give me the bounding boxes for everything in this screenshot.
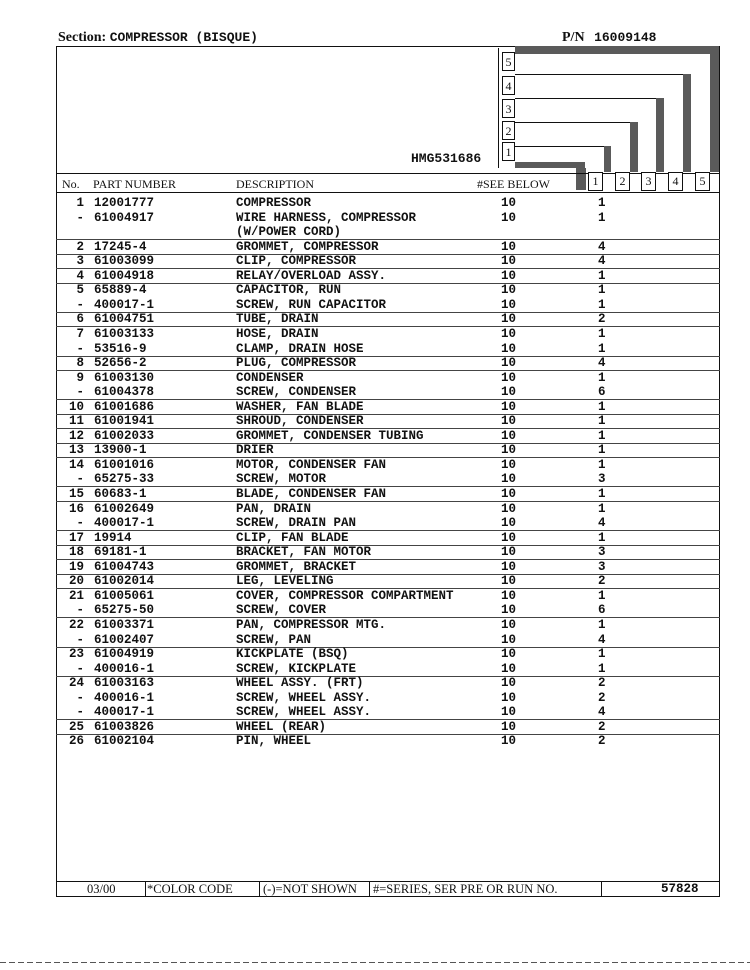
quantity: 1 [598,210,606,225]
col-series: #SEE BELOW [477,177,550,191]
quantity: 2 [598,719,606,734]
part-description: DRIER [236,443,274,458]
series-bar-2 [630,122,638,172]
table-row [56,429,720,444]
series-value: 10 [501,661,517,676]
part-number: 61002033 [94,428,155,443]
item-number: 21 [68,588,84,603]
part-number: 61002407 [94,632,155,647]
series-value: 10 [501,516,517,531]
quantity: 1 [598,326,606,341]
part-description: SHROUD, CONDENSER [236,414,364,429]
footer-series-note: #=SERIES, SER PRE OR RUN NO. [373,882,558,896]
series-step-2: 2 [502,121,515,140]
part-number: 69181-1 [94,545,147,560]
quantity: 1 [598,501,606,516]
series-value: 10 [501,399,517,414]
item-number: 18 [68,545,84,560]
quantity: 1 [598,588,606,603]
series-value: 10 [501,559,517,574]
series-value: 10 [501,283,517,298]
part-number: 61001686 [94,399,155,414]
pn-label: P/N [562,30,585,45]
item-number: 13 [68,443,84,458]
series-value: 10 [501,705,517,720]
item-number: 3 [76,254,84,269]
series-value: 10 [501,239,517,254]
item-number: 4 [76,268,84,283]
part-description: CONDENSER [236,370,304,385]
part-description: COVER, COMPRESSOR COMPARTMENT [236,588,454,603]
quantity: 1 [598,414,606,429]
item-number: 16 [68,501,84,516]
series-value: 10 [501,734,517,749]
part-number: 400016-1 [94,690,155,705]
footer-color-code: *COLOR CODE [147,882,233,896]
table-row [56,356,720,371]
item-number: 6 [76,312,84,327]
item-number: - [76,341,84,356]
series-value: 10 [501,530,517,545]
series-value: 10 [501,647,517,662]
col-no: No. [62,177,80,191]
quantity: 1 [598,530,606,545]
scan-artifact-line [0,962,750,963]
part-number: 61003133 [94,326,155,341]
part-description: GROMMET, COMPRESSOR [236,239,379,254]
item-number: 2 [76,239,84,254]
series-value: 10 [501,545,517,560]
table-row [56,705,720,720]
series-value: 10 [501,326,517,341]
footer-date: 03/00 [87,882,116,896]
table-row [56,633,720,648]
quantity: 1 [598,443,606,458]
part-description: HOSE, DRAIN [236,326,319,341]
part-description: GROMMET, BRACKET [236,559,357,574]
part-number: 19914 [94,530,132,545]
item-number: 25 [68,719,84,734]
series-value: 10 [501,370,517,385]
part-number: 61004918 [94,268,155,283]
series-step-3: 3 [502,99,515,118]
part-number: 400016-1 [94,661,155,676]
series-value: 10 [501,254,517,269]
table-row [56,327,720,341]
table-row [56,225,720,240]
table-row [56,531,720,546]
table-row [56,414,720,429]
part-description: SCREW, KICKPLATE [236,661,357,676]
series-value: 10 [501,472,517,487]
part-number: 61003099 [94,254,155,269]
part-number: 61001016 [94,457,155,472]
quantity: 2 [598,676,606,691]
item-number: - [76,603,84,618]
series-value: 10 [501,297,517,312]
table-row [56,516,720,531]
series-value: 10 [501,690,517,705]
series-step-1: 1 [502,142,515,161]
series-value: 10 [501,428,517,443]
quantity: 1 [598,196,606,210]
pn-value: 16009148 [594,30,657,45]
part-number: 13900-1 [94,443,147,458]
part-description: PIN, WHEEL [236,734,312,749]
table-row [56,283,720,297]
part-description: SCREW, RUN CAPACITOR [236,297,387,312]
part-number: 53516-9 [94,341,147,356]
item-number: 8 [76,356,84,371]
quantity: 1 [598,617,606,632]
quantity: 1 [598,297,606,312]
table-row [56,312,720,327]
part-description: RELAY/OVERLOAD ASSY. [236,268,387,283]
series-value: 10 [501,719,517,734]
item-number: 26 [68,734,84,749]
item-number: 22 [68,617,84,632]
part-description: PAN, DRAIN [236,501,312,516]
section-title [58,30,258,46]
quantity: 4 [598,516,606,531]
table-row [56,371,720,385]
part-number: 400017-1 [94,705,155,720]
series-bar-top [515,46,719,54]
part-number: 61003163 [94,676,155,691]
part-number: 17245-4 [94,239,147,254]
quantity: 1 [598,487,606,501]
section-value: COMPRESSOR (BISQUE) [109,30,258,45]
quantity: 4 [598,254,606,269]
part-description: KICKPLATE (BSQ) [236,647,349,662]
table-row [56,662,720,677]
col-part-number: PART NUMBER [93,177,176,191]
item-number: - [76,385,84,400]
series-bar-5 [710,46,719,172]
part-number: 61004919 [94,647,155,662]
series-step-5: 5 [502,52,515,71]
quantity: 1 [598,399,606,414]
table-row [56,385,720,400]
item-number: 23 [68,647,84,662]
footer-not-shown: (-)=NOT SHOWN [263,882,357,896]
table-row [56,400,720,415]
part-description: WHEEL ASSY. (FRT) [236,676,364,691]
part-description: SCREW, CONDENSER [236,385,357,400]
part-number: 60683-1 [94,487,147,501]
series-value: 10 [501,268,517,283]
part-description: PLUG, COMPRESSOR [236,356,357,371]
item-number: 17 [68,530,84,545]
part-description: MOTOR, CONDENSER FAN [236,457,387,472]
part-description: CLAMP, DRAIN HOSE [236,341,364,356]
item-number: - [76,472,84,487]
series-bar-4 [683,74,691,172]
table-row [56,269,720,284]
quantity: 1 [598,268,606,283]
quantity: 1 [598,283,606,298]
part-description: BRACKET, FAN MOTOR [236,545,372,560]
item-number: - [76,210,84,225]
footer-page-code: 57828 [661,882,699,896]
quantity: 4 [598,239,606,254]
part-description: PAN, COMPRESSOR MTG. [236,617,387,632]
series-bar-1 [604,146,611,172]
item-number: 24 [68,676,84,691]
quantity: 1 [598,341,606,356]
series-value: 10 [501,341,517,356]
table-row [56,458,720,472]
part-number: 52656-2 [94,356,147,371]
item-number: 14 [68,457,84,472]
quantity: 1 [598,370,606,385]
part-description: GROMMET, CONDENSER TUBING [236,428,424,443]
part-description: COMPRESSOR [236,196,312,210]
part-number: 61003130 [94,370,155,385]
series-step-4: 4 [502,76,515,95]
part-description: CLIP, FAN BLADE [236,530,349,545]
part-description: BLADE, CONDENSER FAN [236,487,387,501]
part-description: (W/POWER CORD) [236,225,342,240]
part-description: CAPACITOR, RUN [236,283,342,298]
item-number: - [76,297,84,312]
table-row [56,647,720,661]
illustration-box [56,46,720,174]
item-number: 9 [76,370,84,385]
part-description: WHEEL (REAR) [236,719,327,734]
item-number: - [76,516,84,531]
quantity: 4 [598,632,606,647]
part-description: SCREW, MOTOR [236,472,327,487]
part-number: 400017-1 [94,516,155,531]
item-number: - [76,632,84,647]
part-description: LEG, LEVELING [236,574,334,589]
table-row [56,342,720,357]
table-row [56,734,720,748]
item-number: - [76,690,84,705]
part-number: 61003371 [94,617,155,632]
part-number: 61001941 [94,414,155,429]
series-bar-base [515,162,585,168]
series-value: 10 [501,603,517,618]
part-number: 12001777 [94,196,155,210]
quantity: 2 [598,734,606,749]
series-value: 10 [501,574,517,589]
part-description: SCREW, WHEEL ASSY. [236,690,372,705]
table-row [56,560,720,575]
series-value: 10 [501,210,517,225]
series-value: 10 [501,196,517,210]
part-number: 65889-4 [94,283,147,298]
quantity: 1 [598,661,606,676]
quantity: 3 [598,472,606,487]
table-row [56,618,720,632]
table-row [56,472,720,487]
part-number: 61003826 [94,719,155,734]
item-number: 10 [68,399,84,414]
part-description: SCREW, WHEEL ASSY. [236,705,372,720]
part-description: SCREW, COVER [236,603,327,618]
series-value: 10 [501,457,517,472]
part-number: 400017-1 [94,297,155,312]
quantity: 3 [598,545,606,560]
part-description: WIRE HARNESS, COMPRESSOR [236,210,417,225]
col-description: DESCRIPTION [236,177,315,191]
series-value: 10 [501,312,517,327]
table-row [56,240,720,255]
table-row [56,443,720,458]
part-number: 61005061 [94,588,155,603]
series-value: 10 [501,443,517,458]
part-number: 61004743 [94,559,155,574]
section-label: Section: [58,30,107,45]
quantity: 4 [598,705,606,720]
table-row [56,298,720,313]
series-value: 10 [501,588,517,603]
item-number: - [76,705,84,720]
table-row [56,487,720,502]
col-number-4: 4 [668,172,683,191]
quantity: 4 [598,356,606,371]
table-row [56,589,720,603]
item-number: 19 [68,559,84,574]
series-value: 10 [501,501,517,516]
item-number: - [76,661,84,676]
part-number: 61004751 [94,312,155,327]
col-number-2: 2 [615,172,630,191]
part-number-header [562,30,656,46]
part-number: 61004917 [94,210,155,225]
col-number-1: 1 [588,172,603,191]
series-value: 10 [501,617,517,632]
part-description: CLIP, COMPRESSOR [236,254,357,269]
quantity: 1 [598,647,606,662]
item-number: 7 [76,326,84,341]
part-description: WASHER, FAN BLADE [236,399,364,414]
table-row [56,211,720,225]
part-number: 61002649 [94,501,155,516]
quantity: 2 [598,574,606,589]
item-number: 12 [68,428,84,443]
part-number: 65275-33 [94,472,155,487]
quantity: 6 [598,385,606,400]
table-row [56,603,720,618]
series-value: 10 [501,385,517,400]
quantity: 6 [598,603,606,618]
table-row [56,502,720,516]
series-value: 10 [501,632,517,647]
part-description: SCREW, DRAIN PAN [236,516,357,531]
model-number: HMG531686 [411,151,482,166]
table-row [56,574,720,589]
item-number: 15 [68,487,84,501]
quantity: 2 [598,690,606,705]
part-description: SCREW, PAN [236,632,312,647]
part-number: 61004378 [94,385,155,400]
item-number: 20 [68,574,84,589]
item-number: 1 [76,196,84,210]
series-bar-3 [656,98,664,172]
table-row [56,254,720,269]
item-number: 11 [68,414,84,429]
part-description: TUBE, DRAIN [236,312,319,327]
quantity: 1 [598,428,606,443]
table-row [56,545,720,560]
series-value: 10 [501,414,517,429]
table-row [56,691,720,705]
quantity: 3 [598,559,606,574]
footer-bar [56,881,720,897]
quantity: 1 [598,457,606,472]
item-number: 5 [76,283,84,298]
series-value: 10 [501,356,517,371]
quantity: 2 [598,312,606,327]
col-number-3: 3 [641,172,656,191]
col-number-5: 5 [695,172,710,191]
series-value: 10 [501,487,517,501]
part-number: 61002014 [94,574,155,589]
part-number: 65275-50 [94,603,155,618]
table-row [56,196,720,210]
part-number: 61002104 [94,734,155,749]
table-row [56,720,720,735]
series-value: 10 [501,676,517,691]
table-row [56,676,720,690]
